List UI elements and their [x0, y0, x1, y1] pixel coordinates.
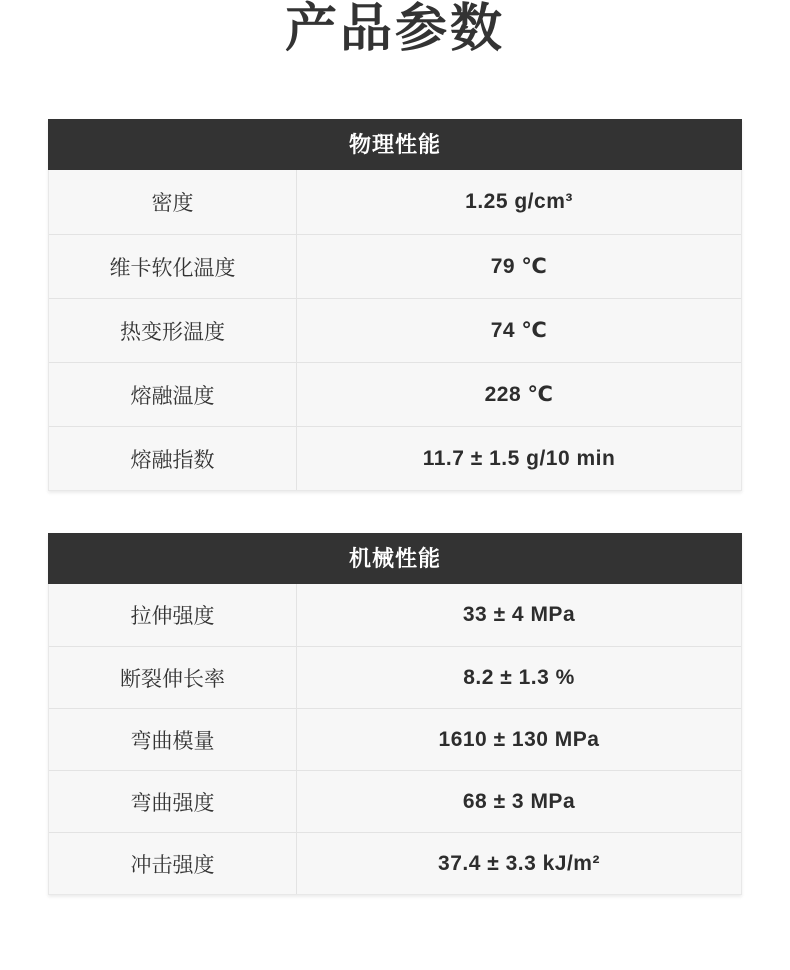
param-label: 熔融温度 [49, 363, 297, 426]
table-row [49, 170, 741, 234]
param-value: 37.4 ± 3.3 kJ/m² [438, 851, 600, 875]
param-value: 79 ℃ [490, 255, 548, 278]
mechanical-table-body [48, 584, 742, 895]
param-label: 密度 [49, 170, 297, 234]
param-label: 冲击强度 [49, 833, 297, 894]
param-label: 熔融指数 [49, 427, 297, 490]
param-value: 1610 ± 130 MPa [438, 727, 600, 751]
physical-table-body [48, 170, 742, 491]
physical-table-header: 物理性能 [48, 119, 742, 170]
param-value: 74 ℃ [490, 319, 548, 342]
table-row [49, 646, 741, 708]
param-value: 228 ℃ [484, 383, 554, 406]
table-row [49, 708, 741, 770]
param-label: 热变形温度 [49, 299, 297, 362]
param-label: 弯曲模量 [49, 709, 297, 770]
table-row [49, 770, 741, 832]
page-title: 产品参数 [284, 0, 505, 58]
table-row [49, 362, 741, 426]
mechanical-table-header: 机械性能 [48, 533, 742, 584]
table-row [49, 426, 741, 490]
param-label: 弯曲强度 [49, 771, 297, 832]
table-row [49, 584, 741, 646]
param-label: 断裂伸长率 [49, 647, 297, 708]
param-label: 维卡软化温度 [49, 235, 297, 298]
physical-properties-table [48, 119, 742, 491]
table-row [49, 298, 741, 362]
param-value: 68 ± 3 MPa [462, 789, 576, 813]
mechanical-properties-table [48, 533, 742, 895]
table-row [49, 832, 741, 894]
param-value: 33 ± 4 MPa [462, 603, 576, 626]
table-row [49, 234, 741, 298]
param-value: 11.7 ± 1.5 g/10 min [422, 446, 616, 470]
param-label: 拉伸强度 [49, 584, 297, 646]
param-value: 1.25 g/cm³ [465, 190, 573, 213]
param-value: 8.2 ± 1.3 % [463, 665, 575, 689]
